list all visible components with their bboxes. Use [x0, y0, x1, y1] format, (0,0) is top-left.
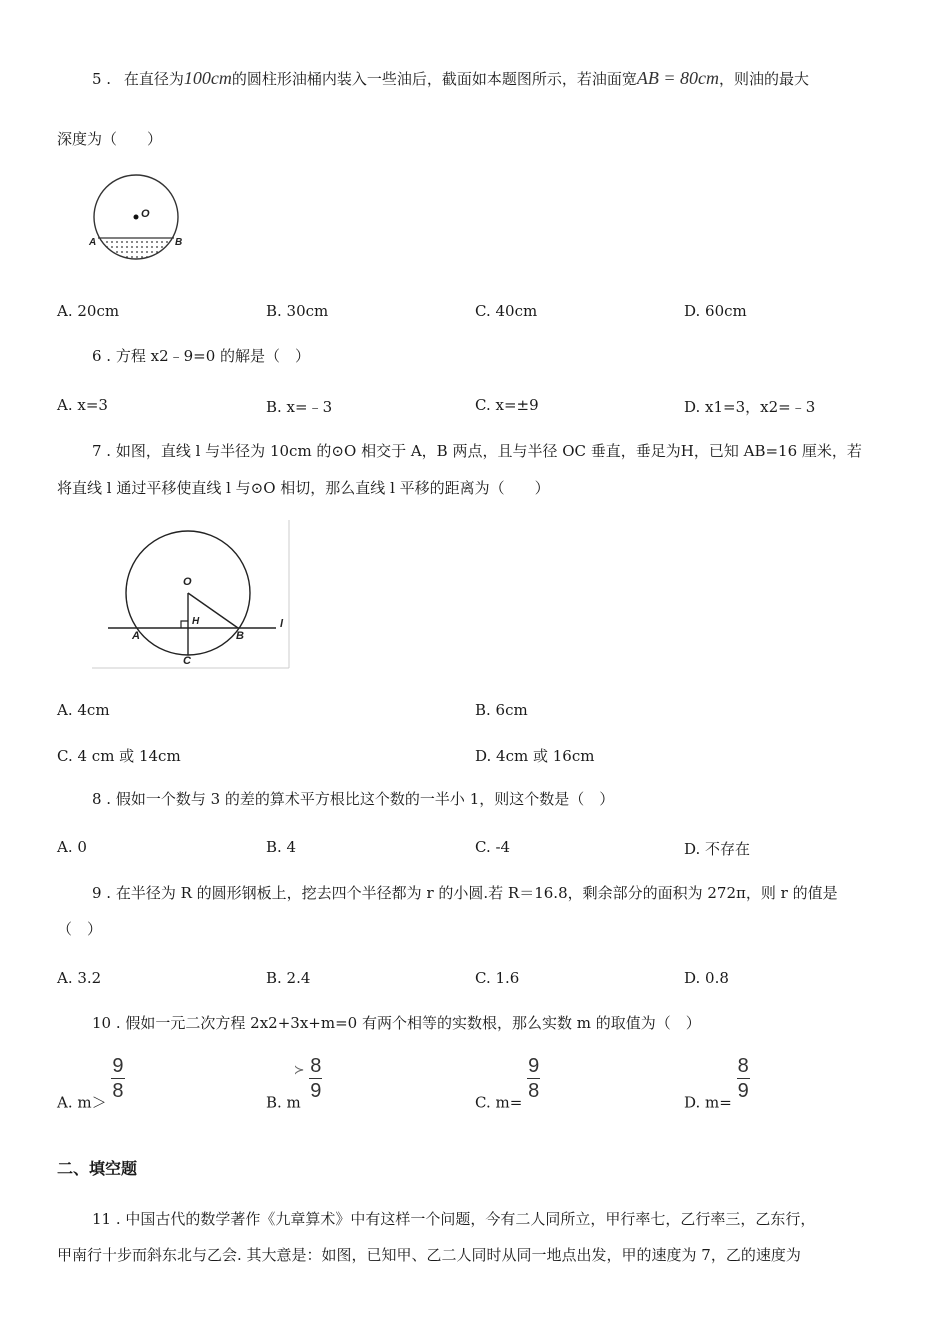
q5-text-c: ，则油的最大 [719, 70, 810, 88]
q10-option-c-prefix: C. m= [475, 1093, 523, 1112]
fraction-denominator: 8 [112, 1080, 124, 1102]
fraction-numerator: 8 [737, 1055, 749, 1077]
q7-option-a: A. 4cm [57, 701, 110, 719]
q5-text-a: 在直径为 [123, 70, 184, 88]
q10-option-b [266, 1055, 322, 1112]
label-h: H [192, 616, 200, 627]
q10-option-b-symbol: ≻ [293, 1062, 305, 1078]
q9-line1: 9 . 在半径为 R 的圆形钢板上，挖去四个半径都为 r 的小圆.若 R＝16.8，剩余部分的面积为 272π，则 r 的值是 [92, 884, 838, 902]
q5-diameter-math: 100cm [183, 68, 232, 88]
label-l: l [280, 618, 284, 630]
q8-option-b: B. 4 [266, 838, 297, 856]
q5-option-b: B. 30cm [266, 302, 329, 320]
q5-line1 [92, 68, 809, 89]
q9-line2: （ ） [57, 920, 103, 938]
q6-option-c: C. x=±9 [475, 396, 539, 414]
section-title: 二、填空题 [57, 1159, 138, 1178]
q10-option-d-fraction [737, 1056, 750, 1101]
q7-line1: 7 . 如图，直线 l 与半径为 10cm 的⊙O 相交于 A，B 两点，且与半径 OC 垂直，垂足为H，已知 AB=16 厘米，若 [92, 442, 862, 460]
q9-option-b: B. 2.4 [266, 969, 311, 987]
q5-figure [85, 170, 195, 265]
center-dot [134, 215, 139, 220]
q7-line2: 将直线 l 通过平移使直线 l 与⊙O 相切，那么直线 l 平移的距离为（ ） [57, 479, 550, 497]
q10-option-c-fraction [527, 1056, 540, 1101]
label-a: A [89, 237, 97, 248]
q8-line: 8 . 假如一个数与 3 的差的算术平方根比这个数的一半小 1，则这个数是（ ） [92, 790, 615, 808]
right-angle-mark [181, 621, 188, 628]
q6-option-d: D. x1=3，x2=﹣3 [684, 398, 816, 416]
q10-option-d [684, 1055, 750, 1112]
q10-option-b-prefix: B. m [266, 1093, 301, 1112]
q11-line2: 甲南行十步而斜东北与乙会. 其大意是：如图，已知甲、乙二人同时从同一地点出发，甲的速度为 7，乙的速度为 [57, 1246, 801, 1264]
q7-option-c: C. 4 cm 或 14cm [57, 747, 181, 765]
q6-option-b: B. x=﹣3 [266, 398, 333, 416]
q5-number: 5 . [92, 70, 112, 88]
q6-option-a: A. x=3 [57, 396, 108, 414]
fraction-numerator: 9 [112, 1055, 124, 1077]
q5-option-d: D. 60cm [684, 302, 747, 320]
fraction-numerator: 8 [310, 1055, 322, 1077]
label-b: B [236, 630, 244, 642]
q10-option-c [475, 1055, 540, 1112]
q9-option-a: A. 3.2 [57, 969, 102, 987]
fraction-denominator: 9 [310, 1080, 322, 1102]
label-o: O [183, 576, 192, 588]
fraction-numerator: 9 [528, 1055, 540, 1077]
label-a: A [132, 630, 140, 642]
label-c: C [183, 655, 191, 667]
q5-ab-math: AB = 80cm [636, 68, 720, 88]
q8-option-d: D. 不存在 [684, 840, 751, 858]
q5-option-c: C. 40cm [475, 302, 538, 320]
q10-option-a-fraction [111, 1056, 124, 1101]
q10-option-d-prefix: D. m= [684, 1093, 732, 1112]
q7-option-d: D. 4cm 或 16cm [475, 747, 595, 765]
label-o: O [141, 208, 150, 220]
q9-option-d: D. 0.8 [684, 969, 729, 987]
fraction-denominator: 8 [528, 1080, 540, 1102]
label-b: B [175, 237, 183, 248]
q9-option-c: C. 1.6 [475, 969, 520, 987]
q8-option-c: C. -4 [475, 838, 511, 856]
q7-figure [90, 518, 295, 673]
q10-line: 10 . 假如一元二次方程 2x2+3x+m=0 有两个相等的实数根，那么实数 m 的取值为（ ） [92, 1014, 701, 1032]
q5-option-a: A. 20cm [57, 302, 120, 320]
q10-option-a [57, 1055, 125, 1113]
fraction-denominator: 9 [737, 1080, 749, 1102]
q7-option-b: B. 6cm [475, 701, 528, 719]
q10-option-a-prefix: A. m＞ [57, 1093, 107, 1112]
q5-line2: 深度为（ ） [57, 130, 163, 148]
q11-line1: 11 . 中国古代的数学著作《九章算术》中有这样一个问题，今有二人同所立，甲行率七，乙行率三，乙东行， [92, 1210, 816, 1228]
q10-option-b-fraction [309, 1056, 322, 1101]
q8-option-a: A. 0 [57, 838, 87, 856]
q6-line: 6 . 方程 x2﹣9=0 的解是（ ） [92, 347, 311, 365]
q5-text-b: 的圆柱形油桶内装入一些油后，截面如本题图所示，若油面宽 [231, 70, 637, 88]
